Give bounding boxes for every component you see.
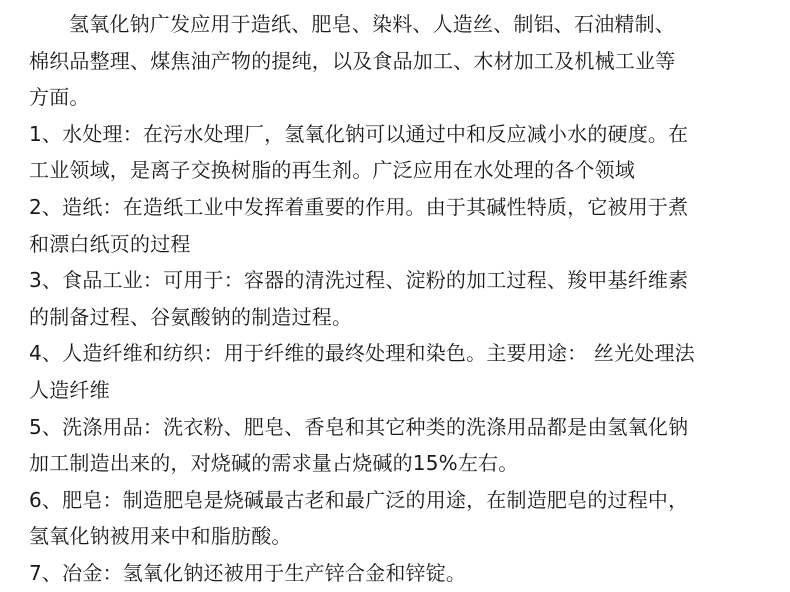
- usage-item-line: 的制备过程、谷氨酸钠的制造过程。: [29, 304, 353, 329]
- usage-item-line: 5、洗涤用品：洗衣粉、肥皂、香皂和其它种类的洗涤用品都是由氢氧化钠: [29, 414, 689, 439]
- usage-item-water-treatment: [29, 116, 764, 189]
- intro-paragraph: [29, 0, 764, 116]
- document-body: [29, 0, 764, 592]
- usage-item-food-industry: [29, 262, 764, 335]
- usage-item-metallurgy: [29, 555, 764, 592]
- usage-item-line: 4、人造纤维和纺织：用于纤维的最终处理和染色。主要用途： 丝光处理法: [29, 341, 695, 366]
- usage-item-soap: [29, 482, 764, 555]
- usage-item-line: 3、食品工业：可用于：容器的清洗过程、淀粉的加工过程、羧甲基纤维素: [29, 268, 689, 293]
- usage-item-line: 7、冶金：氢氧化钠还被用于生产锌合金和锌锭。: [29, 560, 467, 585]
- usage-item-line: 工业领域，是离子交换树脂的再生剂。广泛应用在水处理的各个领域: [29, 158, 635, 183]
- usage-item-line: 6、肥皂：制造肥皂是烧碱最古老和最广泛的用途，在制造肥皂的过程中，: [29, 487, 689, 512]
- usage-item-line: 和漂白纸页的过程: [29, 231, 191, 256]
- usage-item-textiles: [29, 335, 764, 408]
- usage-item-line: 人造纤维: [29, 377, 110, 402]
- usage-item-line: 氢氧化钠被用来中和脂肪酸。: [29, 524, 292, 549]
- usage-item-line: 2、造纸：在造纸工业中发挥着重要的作用。由于其碱性特质，它被用于煮: [29, 194, 689, 219]
- intro-line: 棉织品整理、煤焦油产物的提纯，以及食品加工、木材加工及机械工业等: [29, 48, 676, 73]
- usage-item-papermaking: [29, 189, 764, 262]
- intro-line: 方面。: [29, 85, 90, 110]
- usage-item-line: 加工制造出来的，对烧碱的需求量占烧碱的15%左右。: [29, 451, 519, 476]
- intro-line: 氢氧化钠广发应用于造纸、肥皂、染料、人造丝、制铝、石油精制、: [69, 12, 675, 36]
- usage-item-detergents: [29, 409, 764, 482]
- usage-item-line: 1、水处理：在污水处理厂，氢氧化钠可以通过中和反应减小水的硬度。在: [29, 121, 689, 146]
